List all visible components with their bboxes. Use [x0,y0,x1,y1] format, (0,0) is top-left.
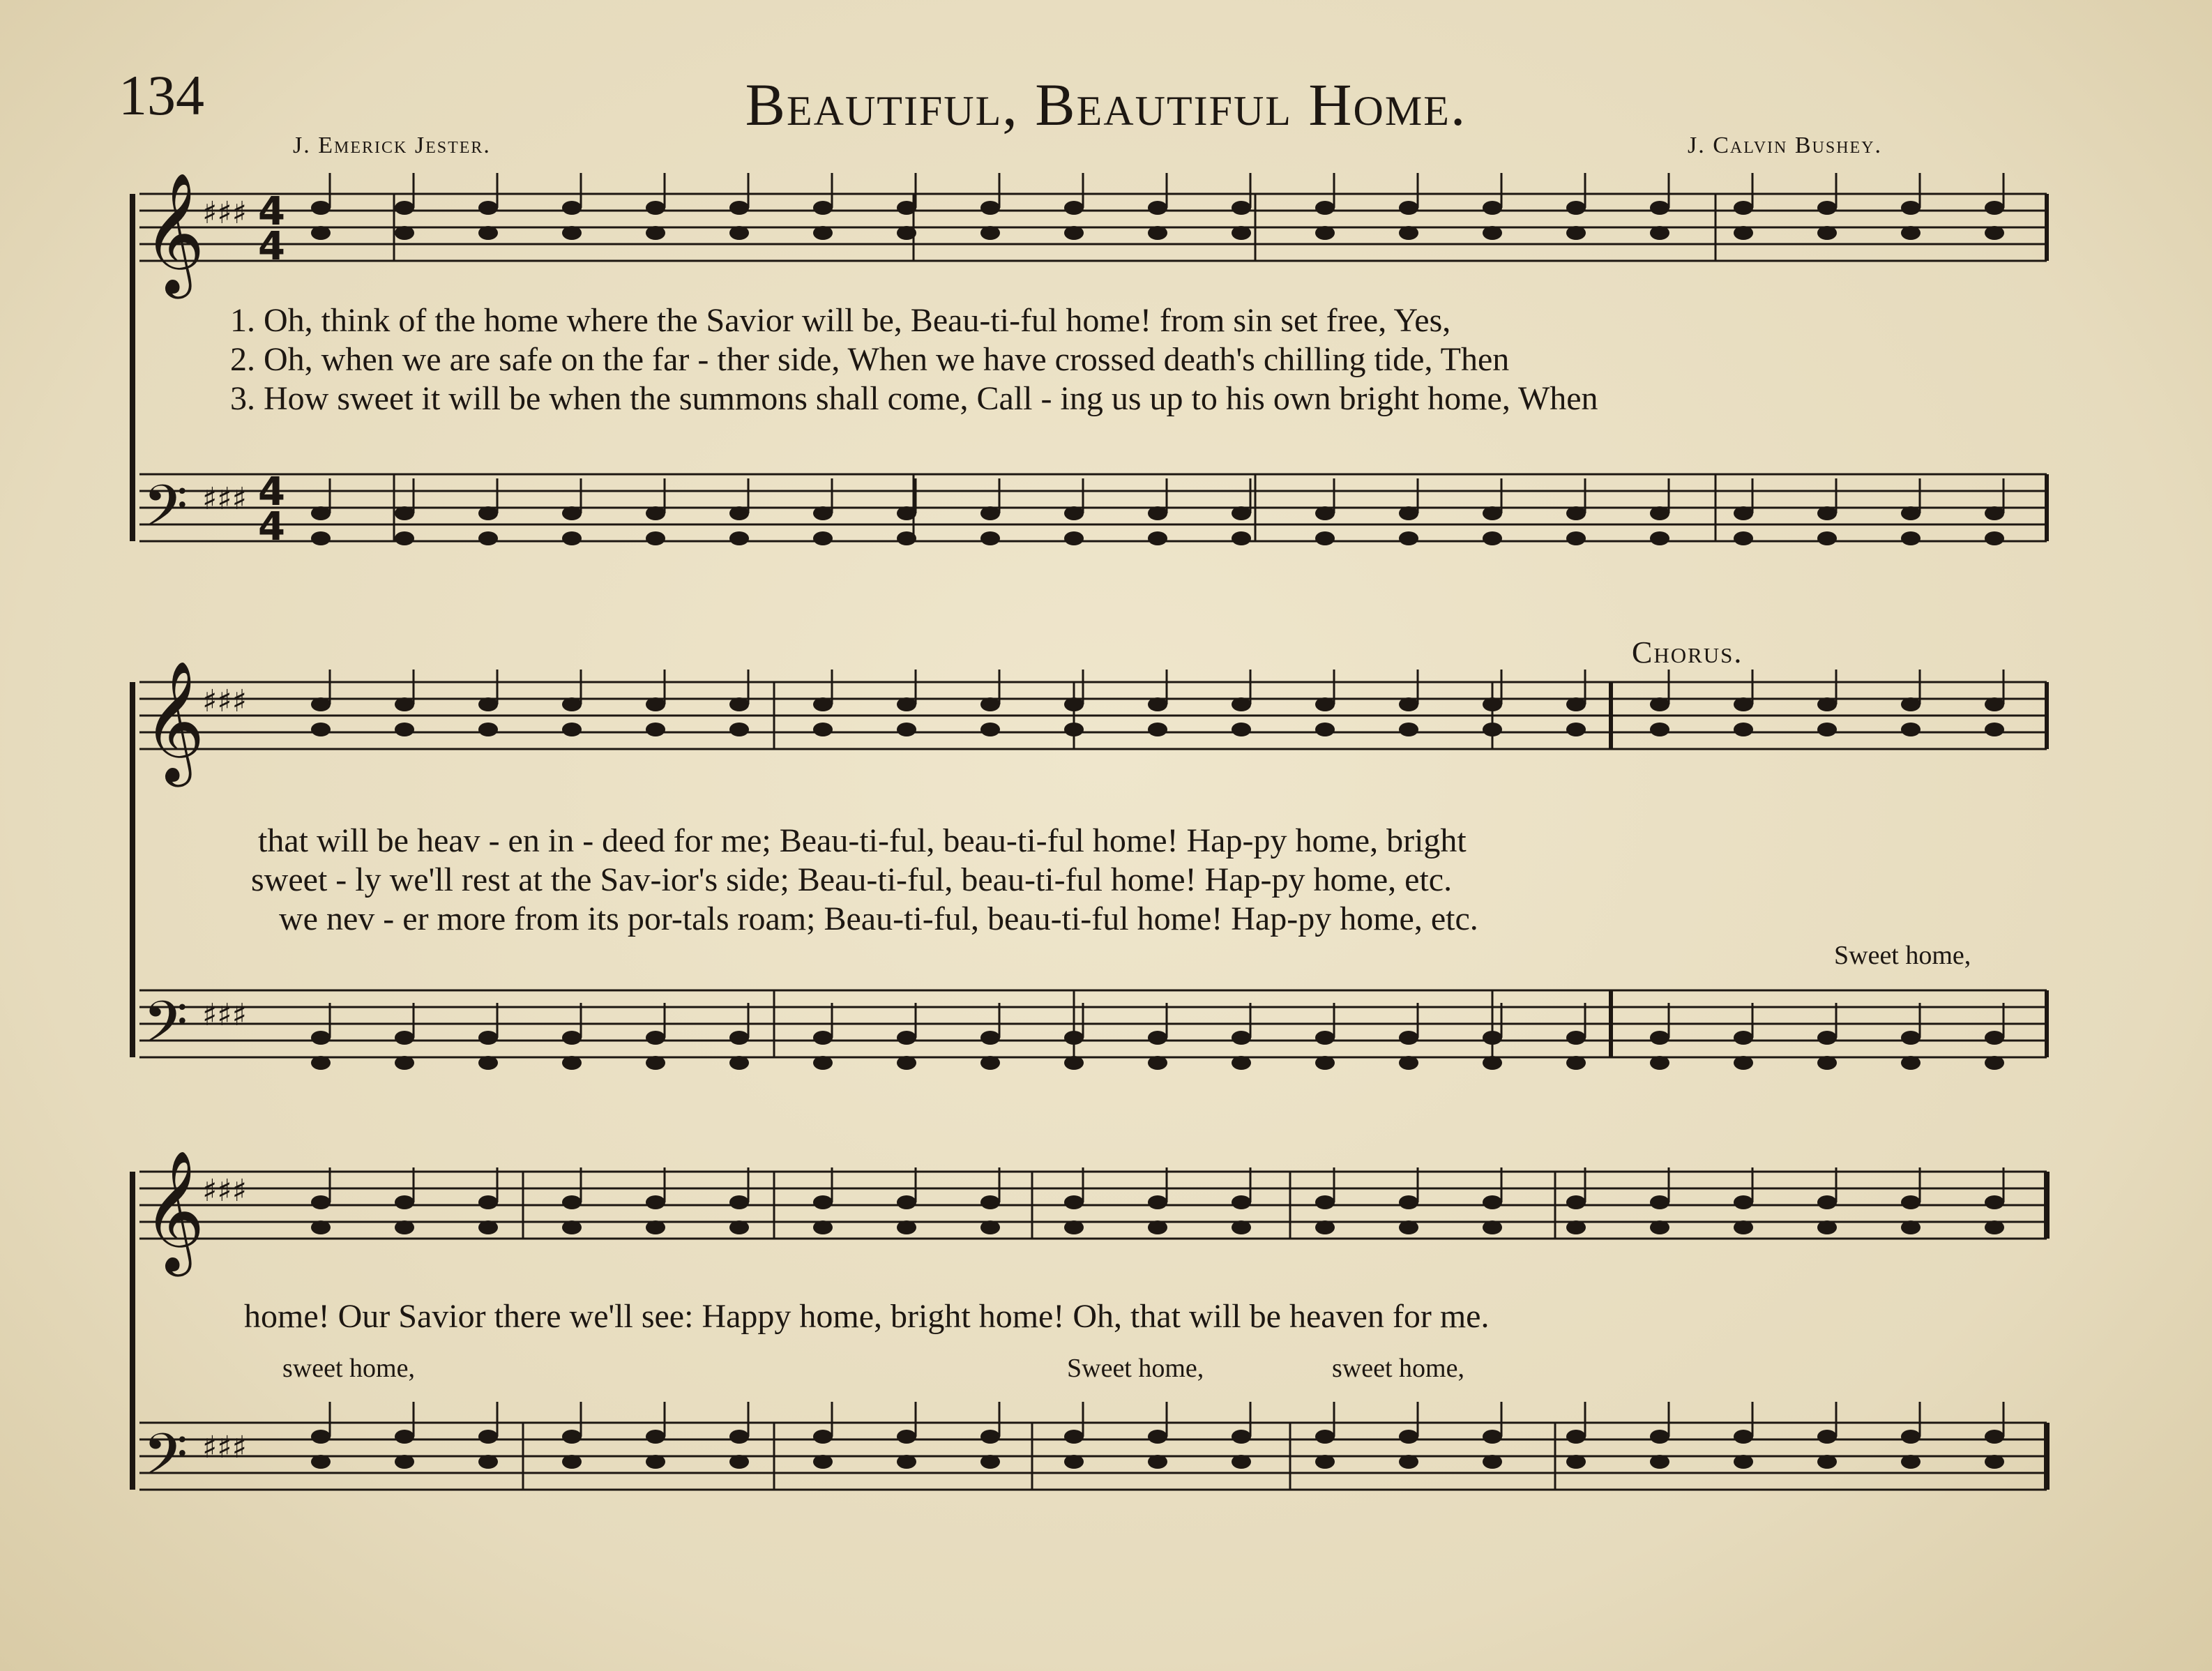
notehead [1734,226,1753,240]
notehead [1650,226,1669,240]
notehead [562,226,582,240]
notehead [1148,201,1167,215]
notehead [1064,506,1084,520]
svg-text:♯♯♯: ♯♯♯ [202,481,247,517]
notehead [1064,1430,1084,1444]
notehead [1817,531,1837,545]
svg-text:𝄢: 𝄢 [143,1421,188,1502]
notehead [311,226,331,240]
notehead [1985,1031,2004,1045]
notehead [478,1056,498,1070]
notehead [729,1031,749,1045]
notehead [813,1430,833,1444]
notehead [1315,506,1335,520]
verse-2-line-2: sweet - ly we'll rest at the Sav-ior's side; Beau-ti-ful, beau-ti-ful home! Hap-py home, etc. [251,861,1453,898]
notehead [1817,1455,1837,1469]
notehead [897,1056,916,1070]
notehead [1734,1031,1753,1045]
notehead [1734,1195,1753,1209]
notehead [311,723,331,736]
notehead [729,531,749,545]
notehead [1232,506,1251,520]
notehead [729,506,749,520]
notehead [1064,226,1084,240]
notehead [562,1430,582,1444]
notehead [1566,506,1586,520]
notehead [1232,1056,1251,1070]
chorus-lyric: home! Our Savior there we'll see: Happy home, bright home! Oh, that will be heaven for me. [244,1298,1490,1335]
page-number: 134 [119,63,204,127]
notehead [1734,697,1753,711]
notehead [1901,1195,1921,1209]
notehead [980,1430,1000,1444]
notehead [1399,1220,1418,1234]
notehead [1064,1455,1084,1469]
notehead [1985,1056,2004,1070]
notehead [980,723,1000,736]
notehead [478,1455,498,1469]
notehead [562,1056,582,1070]
notehead [1566,1056,1586,1070]
notehead [1985,201,2004,215]
notehead [897,1195,916,1209]
notehead [897,1031,916,1045]
notehead [1566,531,1586,545]
notehead [1315,697,1335,711]
notehead [1399,506,1418,520]
notehead [1399,1430,1418,1444]
notehead [1483,506,1502,520]
svg-text:♯♯♯: ♯♯♯ [202,1430,247,1465]
notehead [1901,1056,1921,1070]
notehead [1650,1220,1669,1234]
notehead [1650,723,1669,736]
verse-3-line-2: we nev - er more from its por-tals roam; Beau-ti-ful, beau-ti-ful home! Hap-py home, etc. [279,900,1478,937]
notehead [980,1031,1000,1045]
notehead [646,226,665,240]
notehead [311,697,331,711]
notehead [1566,201,1586,215]
verse-3-line-1: 3. How sweet it will be when the summons shall come, Call - ing us up to his own bright home, When [230,380,1598,417]
notehead [1734,531,1753,545]
notehead [1399,1455,1418,1469]
notehead [1901,723,1921,736]
notehead [1566,697,1586,711]
notehead [646,1056,665,1070]
notehead [395,723,414,736]
notehead [1566,1455,1586,1469]
notehead [1232,226,1251,240]
notehead [980,226,1000,240]
notehead [1734,1220,1753,1234]
hymn-title: Beautiful, Beautiful Home. [745,71,1467,138]
notehead [1985,1220,2004,1234]
notehead [897,697,916,711]
notehead [1650,201,1669,215]
notehead [646,201,665,215]
notehead [478,1220,498,1234]
verse-1-line-2: that will be heav - en in - deed for me; Beau-ti-ful, beau-ti-ful home! Hap-py home, bright [258,822,1467,859]
notehead [1650,1195,1669,1209]
svg-text:𝄞: 𝄞 [143,172,205,294]
notehead [1315,1455,1335,1469]
notehead [1232,723,1251,736]
notehead [1650,531,1669,545]
notehead [1985,1195,2004,1209]
notehead [1483,723,1502,736]
notehead [980,506,1000,520]
notehead [1985,1430,2004,1444]
notehead [1148,531,1167,545]
notehead [813,723,833,736]
svg-text:♯♯♯: ♯♯♯ [202,195,247,231]
notehead [1650,697,1669,711]
notehead [395,1031,414,1045]
notehead [311,1220,331,1234]
notehead [562,1455,582,1469]
notehead [897,506,916,520]
notehead [1734,506,1753,520]
notehead [1901,1220,1921,1234]
notehead [1232,531,1251,545]
notehead [813,226,833,240]
notehead [1315,723,1335,736]
notehead [1650,1455,1669,1469]
notehead [395,697,414,711]
notehead [980,1455,1000,1469]
notehead [478,723,498,736]
notehead [813,1455,833,1469]
notehead [897,201,916,215]
notehead [1901,697,1921,711]
notehead [562,201,582,215]
notehead [311,1195,331,1209]
notehead [980,697,1000,711]
notehead [1817,1220,1837,1234]
notehead [1817,201,1837,215]
notehead [1064,531,1084,545]
bass-words-2: Sweet home, [1067,1354,1204,1383]
notehead [1315,226,1335,240]
notehead [1483,1056,1502,1070]
notehead [562,1220,582,1234]
notehead [1148,1195,1167,1209]
notehead [1064,201,1084,215]
svg-text:♯♯♯: ♯♯♯ [202,1173,247,1209]
bass-words-1: sweet home, [282,1354,415,1383]
notehead [813,1031,833,1045]
notehead [1483,1031,1502,1045]
notehead [478,1430,498,1444]
notehead [1566,1430,1586,1444]
notehead [1985,1455,2004,1469]
notehead [646,531,665,545]
notehead [1232,697,1251,711]
notehead [1399,697,1418,711]
notehead [1483,1430,1502,1444]
svg-text:𝄢: 𝄢 [143,988,188,1070]
notehead [1483,1455,1502,1469]
notehead [980,201,1000,215]
notehead [395,1220,414,1234]
notehead [1315,1056,1335,1070]
bass-words-3: sweet home, [1332,1354,1464,1383]
notehead [311,1430,331,1444]
notehead [395,1455,414,1469]
notehead [1985,506,2004,520]
notehead [1148,1455,1167,1469]
notehead [646,723,665,736]
notehead [1817,226,1837,240]
svg-text:4: 4 [258,224,285,269]
notehead [1985,697,2004,711]
notehead [1483,697,1502,711]
svg-text:𝄞: 𝄞 [143,1150,205,1271]
notehead [1901,1430,1921,1444]
notehead [478,1195,498,1209]
notehead [980,1195,1000,1209]
notehead [1148,226,1167,240]
notehead [1315,1430,1335,1444]
notehead [980,531,1000,545]
notehead [813,1195,833,1209]
notehead [1566,723,1586,736]
notehead [1148,1056,1167,1070]
notehead [1901,201,1921,215]
notehead [1232,1455,1251,1469]
notehead [646,1430,665,1444]
notehead [729,1220,749,1234]
notehead [813,506,833,520]
notehead [478,697,498,711]
notehead [1064,697,1084,711]
notehead [1315,1220,1335,1234]
bass-words-sweet-home: Sweet home, [1834,941,1971,970]
notehead [897,1220,916,1234]
svg-text:𝄞: 𝄞 [143,660,205,782]
notehead [311,531,331,545]
notehead [1817,506,1837,520]
notehead [1817,1195,1837,1209]
notehead [311,1056,331,1070]
notehead [1901,1455,1921,1469]
notehead [1064,1031,1084,1045]
notehead [562,506,582,520]
notehead [311,1455,331,1469]
verse-1-line-1: 1. Oh, think of the home where the Savior will be, Beau-ti-ful home! from sin set free, Yes, [230,302,1451,339]
notehead [1817,697,1837,711]
notehead [1148,1031,1167,1045]
lyricist-credit: J. Emerick Jester. [293,133,491,158]
notehead [1734,1430,1753,1444]
notehead [1817,1056,1837,1070]
notehead [729,1056,749,1070]
notehead [1985,723,2004,736]
notehead [729,1195,749,1209]
notehead [562,531,582,545]
notehead [813,531,833,545]
svg-text:4: 4 [258,504,285,550]
notehead [395,201,414,215]
notehead [1817,1031,1837,1045]
notehead [1483,1220,1502,1234]
notehead [1232,1195,1251,1209]
notehead [1064,723,1084,736]
notehead [1064,1195,1084,1209]
svg-text:4: 4 [258,469,285,515]
notehead [729,1455,749,1469]
notehead [1650,1031,1669,1045]
notehead [897,723,916,736]
notehead [1734,723,1753,736]
notehead [813,201,833,215]
notehead [562,697,582,711]
notehead [562,1031,582,1045]
notehead [897,531,916,545]
notehead [1315,1031,1335,1045]
notehead [729,226,749,240]
notehead [1315,1195,1335,1209]
notehead [729,723,749,736]
notehead [813,1220,833,1234]
notehead [1399,201,1418,215]
notehead [1399,226,1418,240]
notehead [897,1430,916,1444]
notehead [1817,723,1837,736]
notehead [1232,1220,1251,1234]
notehead [478,201,498,215]
notehead [1734,201,1753,215]
notehead [1566,1220,1586,1234]
notehead [1064,1056,1084,1070]
notehead [311,201,331,215]
notehead [1148,723,1167,736]
notehead [1399,723,1418,736]
notehead [395,1430,414,1444]
notehead [1148,697,1167,711]
notehead [1399,1031,1418,1045]
svg-text:4: 4 [258,189,285,234]
notehead [1483,1195,1502,1209]
notehead [1734,1455,1753,1469]
notehead [1483,531,1502,545]
notehead [395,531,414,545]
notehead [1148,1430,1167,1444]
notehead [478,506,498,520]
notehead [1566,1195,1586,1209]
notehead [729,1430,749,1444]
notehead [1232,1430,1251,1444]
notehead [646,1220,665,1234]
notehead [1483,201,1502,215]
notehead [1399,531,1418,545]
notehead [562,723,582,736]
notehead [1315,531,1335,545]
notehead [478,531,498,545]
svg-text:♯♯♯: ♯♯♯ [202,683,247,719]
verse-2-line-1: 2. Oh, when we are safe on the far - ther side, When we have crossed death's chilling tide, Then [230,341,1510,378]
notehead [395,1195,414,1209]
notehead [729,201,749,215]
notehead [1650,1056,1669,1070]
notehead [562,1195,582,1209]
notehead [729,697,749,711]
notehead [1901,531,1921,545]
notehead [1232,1031,1251,1045]
notehead [1901,506,1921,520]
notehead [1901,1031,1921,1045]
notehead [646,697,665,711]
notehead [1566,226,1586,240]
notehead [1148,1220,1167,1234]
notehead [1817,1430,1837,1444]
notehead [980,1220,1000,1234]
notehead [1399,1056,1418,1070]
notehead [646,1455,665,1469]
notehead [897,226,916,240]
notehead [646,1195,665,1209]
notehead [813,1056,833,1070]
svg-text:𝄢: 𝄢 [143,472,188,554]
notehead [646,1031,665,1045]
notehead [1985,226,2004,240]
notehead [813,697,833,711]
notehead [1566,1031,1586,1045]
notehead [1148,506,1167,520]
notehead [1315,201,1335,215]
notehead [980,1056,1000,1070]
notehead [1483,226,1502,240]
notehead [311,1031,331,1045]
notehead [478,1031,498,1045]
notehead [1734,1056,1753,1070]
notehead [1232,201,1251,215]
notehead [395,506,414,520]
notehead [646,506,665,520]
notehead [1399,1195,1418,1209]
notehead [478,226,498,240]
notehead [395,1056,414,1070]
notehead [1901,226,1921,240]
notehead [1650,506,1669,520]
notehead [395,226,414,240]
notehead [897,1455,916,1469]
notehead [311,506,331,520]
notehead [1985,531,2004,545]
notehead [1064,1220,1084,1234]
svg-text:♯♯♯: ♯♯♯ [202,997,247,1033]
chorus-label: Chorus. [1632,635,1743,670]
notehead [1650,1430,1669,1444]
composer-credit: J. Calvin Bushey. [1688,133,1883,158]
